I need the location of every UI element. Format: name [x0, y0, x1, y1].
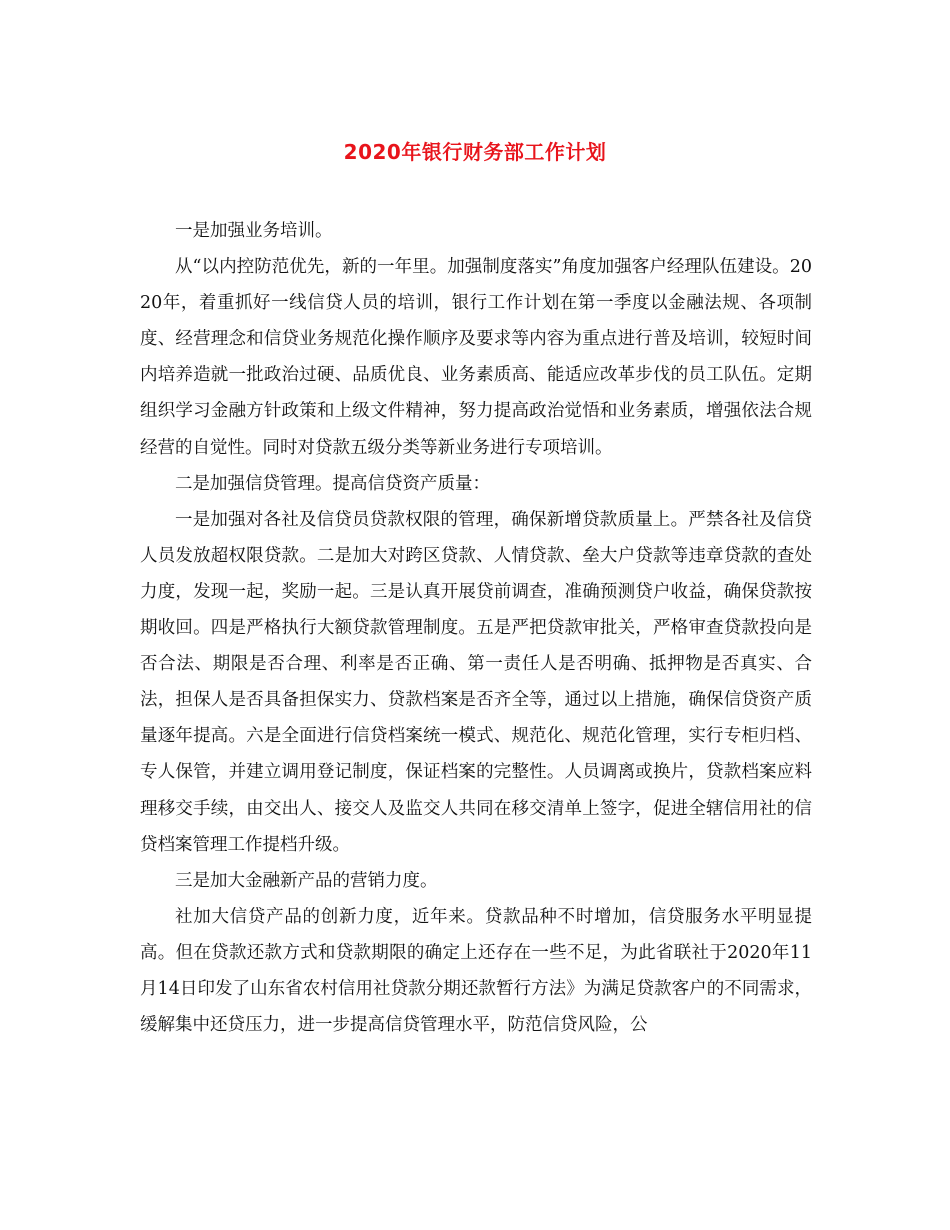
paragraph: 三是加大金融新产品的营销力度。 — [175, 870, 438, 891]
paragraph: 社加大信贷产品的创新力度，近年来。贷款品种不时增加，信贷服务水平明显提高。但在贷款还款方式和贷款期限的确定上还存在一些不足，为此省联社于2020年11月14日印发了山东省农村信用社贷款分期还款暂行方法》为满足贷款客户的不同需求，缓解集中还贷压力，进一步提高信贷管理水平，防范信贷风险，公 — [140, 906, 812, 1036]
paragraph: 从“以内控防范优先，新的一年里。加强制度落实”角度加强客户经理队伍建设。2020年，着重抓好一线信贷人员的培训，银行工作计划在第一季度以金融法规、各项制度、经营理念和信贷业务规范化操作顺序及要求等内容为重点进行普及培训，较短时间内培养造就一批政治过硬、品质优良、业务素质高、能适应改革步伐的员工队伍。定期组织学习金融方针政策和上级文件精神，努力提高政治觉悟和业务素质，增强依法合规经营的自觉性。同时对贷款五级分类等新业务进行专项培训。 — [140, 257, 812, 458]
document-body — [140, 213, 812, 1043]
paragraph: 二是加强信贷管理。提高信贷资产质量： — [175, 473, 490, 494]
paragraph: 一是加强业务培训。 — [175, 221, 333, 241]
paragraph: 一是加强对各社及信贷员贷款权限的管理，确保新增贷款质量上。严禁各社及信贷人员发放超权限贷款。二是加大对跨区贷款、人情贷款、垒大户贷款等违章贷款的查处力度，发现一起，奖励一起。三是认真开展贷前调查，准确预测贷户收益，确保贷款按期收回。四是严格执行大额贷款管理制度。五是严把贷款审批关，严格审查贷款投向是否合法、期限是否合理、利率是否正确、第一责任人是否明确、抵押物是否真实、合法，担保人是否具备担保实力、贷款档案是否齐全等，通过以上措施，确保信贷资产质量逐年提高。六是全面进行信贷档案统一模式、规范化、规范化管理，实行专柜归档、专人保管，并建立调用登记制度，保证档案的完整性。人员调离或换片，贷款档案应料理移交手续，由交出人、接交人及监交人共同在移交清单上签字，促进全辖信用社的信贷档案管理工作提档升级。 — [140, 509, 812, 855]
document-title: 2020年银行财务部工作计划 — [343, 140, 607, 164]
